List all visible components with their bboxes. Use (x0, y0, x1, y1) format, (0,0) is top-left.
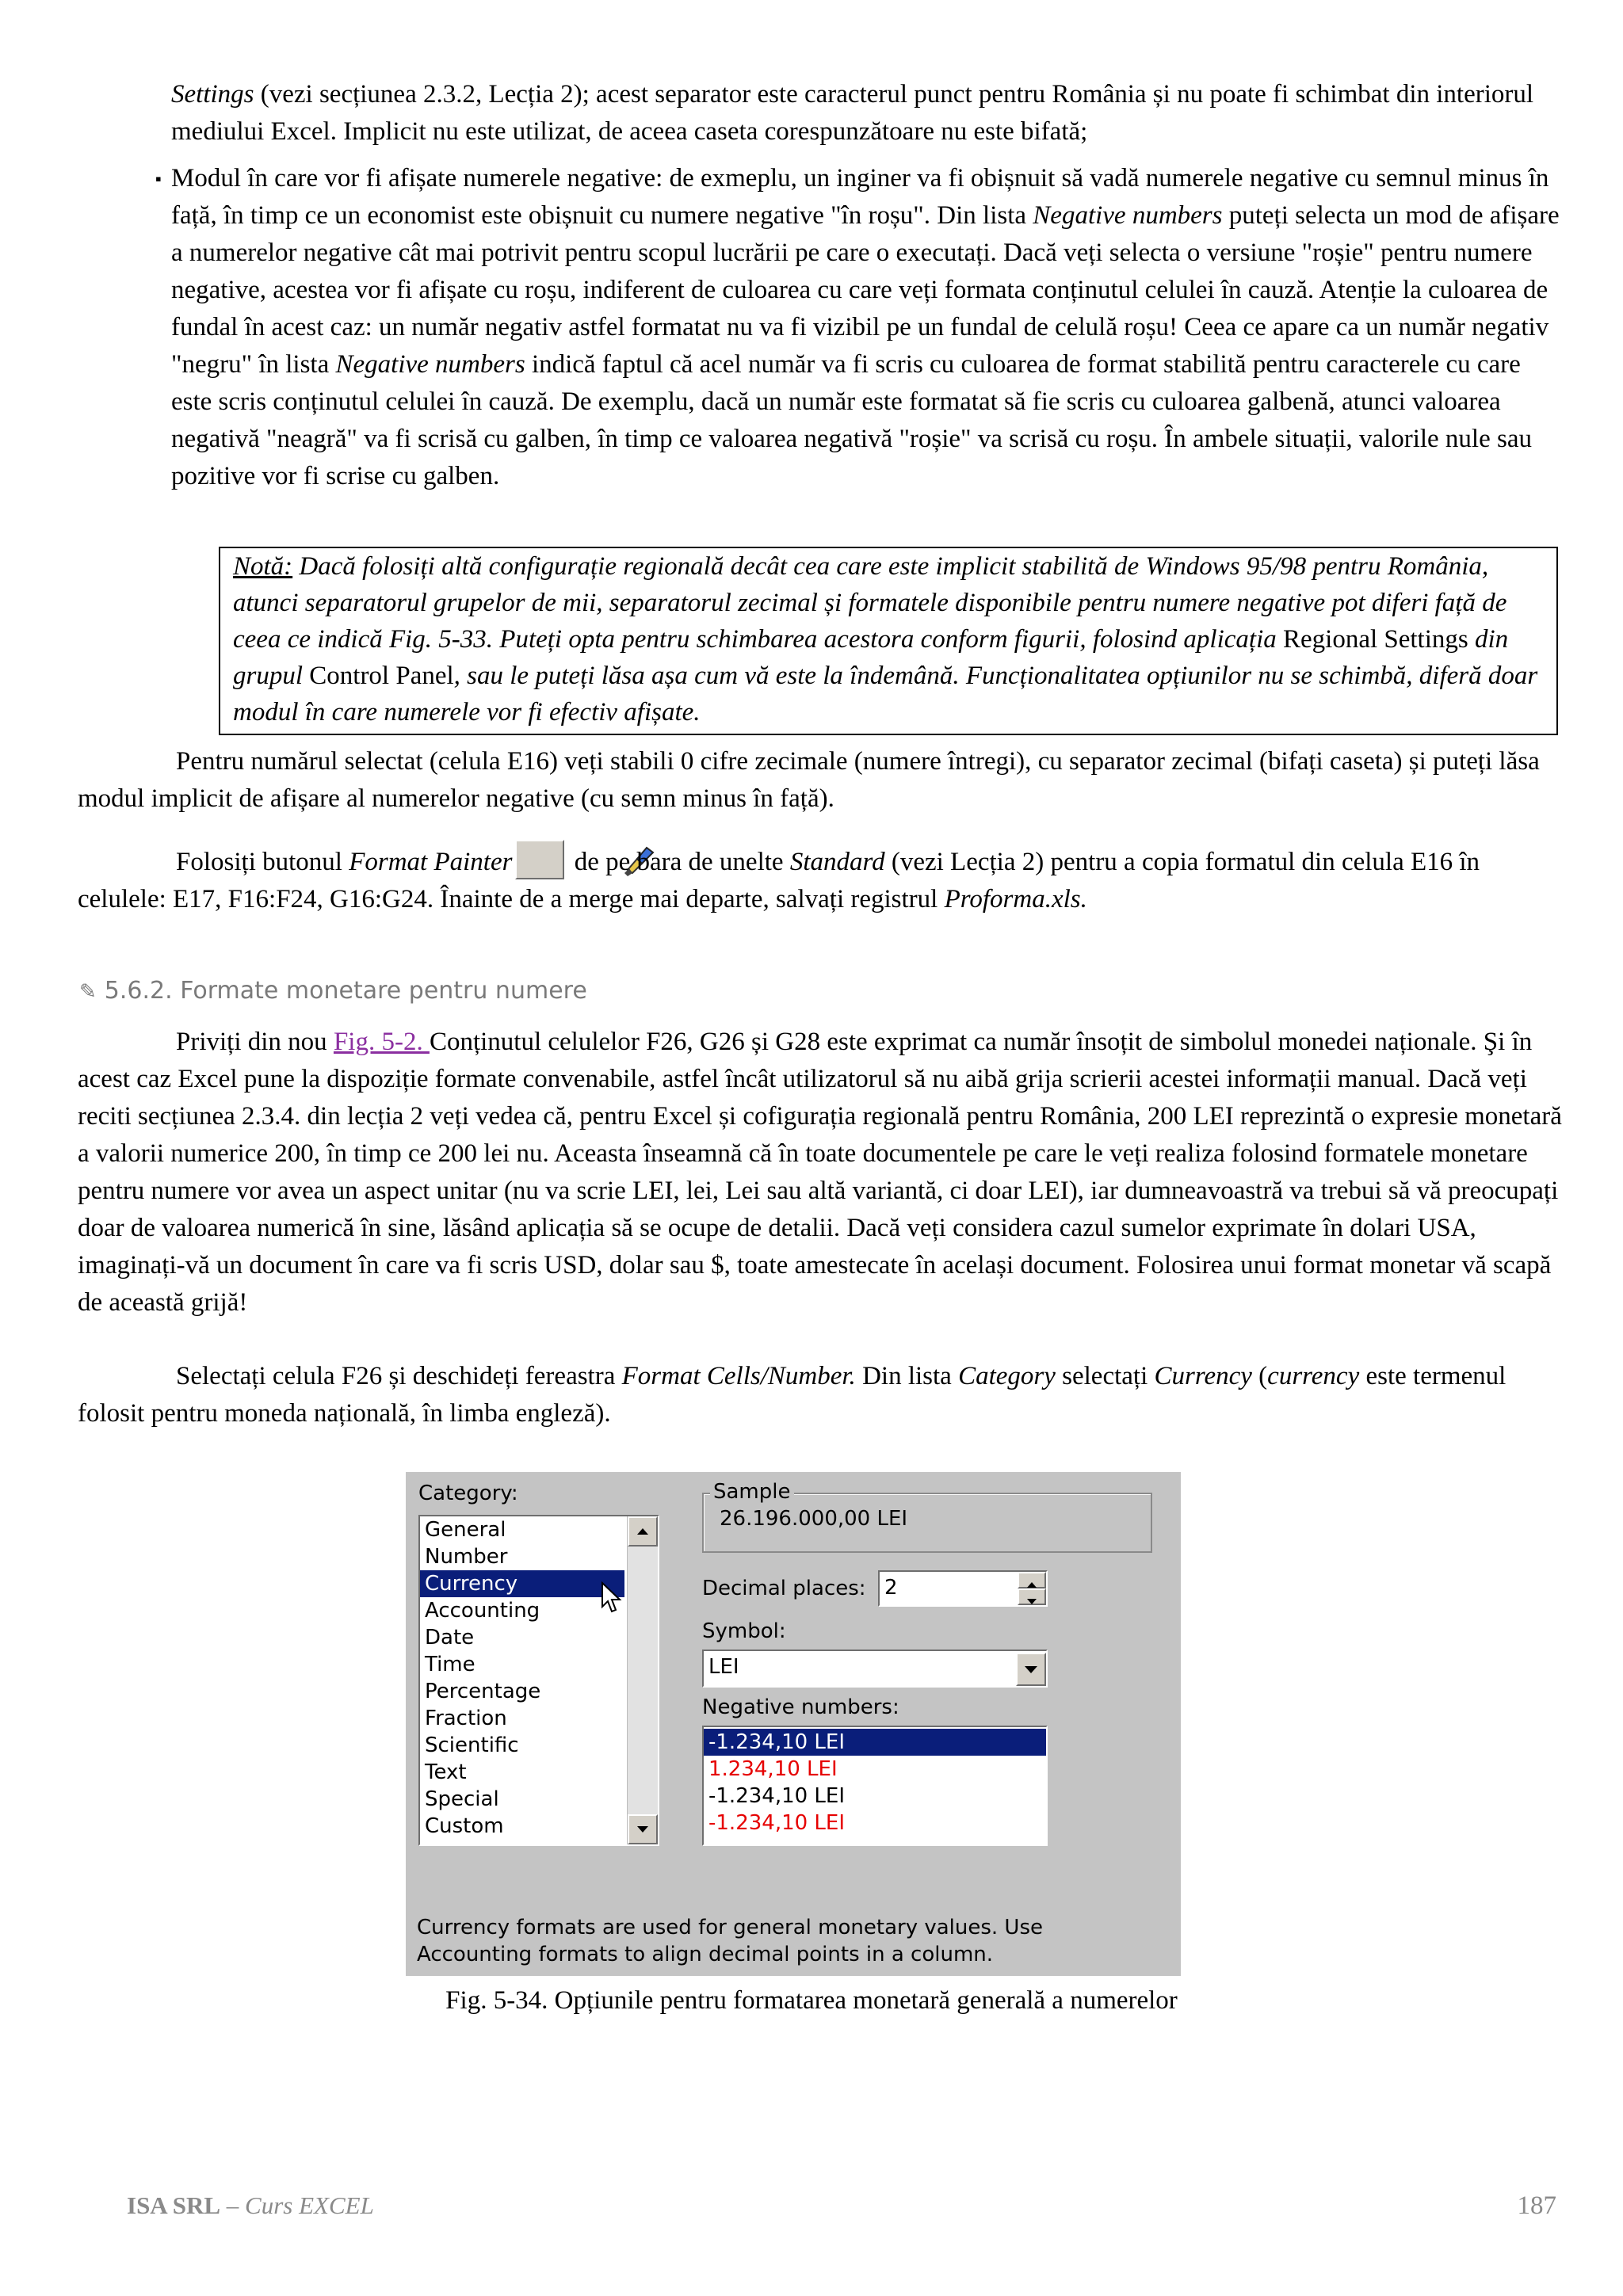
scroll-up-button[interactable] (628, 1516, 658, 1547)
category-items (420, 1516, 658, 1840)
format-painter-paragraph: Folosiți butonul Format Painter de pe bara de unelte Standard (vezi Lecția 2) pentru a copia formatul din celula E16 în celulele: E17, F16:F24, G16:G24. Înainte de a merge mai departe, salvați registrul Proforma.xls. (78, 840, 1568, 918)
category-item-time[interactable]: Time (425, 1653, 475, 1676)
category-item-date[interactable]: Date (425, 1626, 475, 1650)
category-label: Category: (418, 1482, 518, 1505)
figure-caption: Fig. 5-34. Opțiunile pentru formatarea monetară generală a numerelor (445, 1986, 1178, 2015)
footer-course: ISA SRL – Curs EXCEL (127, 2191, 374, 2219)
bullet-icon: ▪ (155, 169, 162, 189)
mouse-cursor-icon (601, 1581, 624, 1616)
section-heading: ✎ 5.6.2. Formate monetare pentru numere (79, 977, 587, 1005)
decimal-places-label: Decimal places: (702, 1577, 866, 1600)
category-item-scientific[interactable]: Scientific (425, 1733, 519, 1757)
note-box: Notă: Dacă folosiți altă configurație regională decât cea care este implicit stabilită de Windows 95/98 pentru România, atunci separatorul grupelor de mii, separatorul zecimal și formatele disponibile pentru numere negative pot diferi față de ceea ce indică Fig. 5-33. Puteți opta pentru schimbarea acestora conform figurii, folosind aplicația Regional Settings din grupul Control Panel, sau le puteți lăsa așa cum vă este la îndemână. Funcționalitatea opțiunilor nu se schimbă, diferă doar modul în care numerele vor fi efectiv afișate. (219, 547, 1558, 735)
category-item-number[interactable]: Number (425, 1545, 508, 1569)
symbol-dropdown-button[interactable] (1016, 1653, 1046, 1686)
settings-term: Settings (171, 80, 254, 109)
category-item-accounting[interactable]: Accounting (425, 1599, 540, 1623)
symbol-select[interactable]: LEI (702, 1650, 1048, 1688)
format-description: Currency formats are used for general monetary values. Use Accounting formats to align decimal points in a column. (417, 1916, 1044, 1966)
footer-company: ISA SRL (127, 2191, 221, 2219)
f26-paragraph: Selectați celula F26 și deschideți fereastra Format Cells/Number. Din lista Category selectați Currency (currency este termenul folosit pentru moneda națională, în limba engleză). (78, 1362, 1507, 1428)
category-item-currency[interactable]: Currency (420, 1570, 624, 1597)
scroll-down-button[interactable] (628, 1814, 658, 1844)
footer-course-name: Curs EXCEL (245, 2191, 374, 2219)
format-painter-icon (515, 840, 564, 879)
negative-option-3[interactable]: -1.234,10 LEI (708, 1784, 846, 1808)
e16-paragraph: Pentru numărul selectat (celula E16) veți stabili 0 cifre zecimale (numere întregi), cu separator zecimal (bifați caseta) și puteți lăsa modul implicit de afișare al numerelor negative (cu semn minus în față). (78, 747, 1540, 813)
sample-value: 26.196.000,00 LEI (720, 1507, 908, 1531)
category-item-percentage[interactable]: Percentage (425, 1680, 541, 1703)
negative-option-2[interactable]: 1.234,10 LEI (708, 1757, 838, 1781)
negative-numbers-bullet: ▪ Modul în care vor fi afișate numerele negative: de exmeplu, un inginer va fi obișnuit să vadă numerele negative cu semnul minus în față, în timp ce un economist este obișnuit cu numere negative "în roșu". Din lista Negative numbers puteți selecta un mod de afișare a numerelor negative cât mai potrivit pentru scopul lucrării pe care o executați. Dacă veți selecta o versiune "roșie" pentru numere negative, acestea vor fi afișate cu roșu, indiferent de culoarea cu care veți formata conținutul celulei în cauză. Atenție la culoarea de fundal în acest caz: un număr negativ astfel formatat nu va fi vizibil pe un fundal de celulă roșu! Ceea ce apare ca un număr negativ "negru" în lista Negative numbers indică faptul că acel număr va fi scris cu culoarea de format stabilită pentru caracterele cu care este scris conținutul celulei în cauză. De exemplu, dacă un număr este formatat să fie scris cu culoarea galbenă, atunci valoarea negativă "neagră" va fi scrisă cu galben, în timp ce valoarea negativă "roșie" va scrisă cu roșu. În ambele situații, valorile nule sau pozitive vor fi scrise cu galben. (171, 160, 1566, 495)
format-cells-dialog (406, 1472, 1181, 1976)
negative-numbers-listbox[interactable] (702, 1726, 1048, 1846)
category-item-custom[interactable]: Custom (425, 1814, 504, 1838)
category-item-special[interactable]: Special (425, 1787, 499, 1811)
pencil-icon: ✎ (79, 980, 97, 1004)
note-label: Notă: (233, 552, 293, 581)
negative-numbers-label: Negative numbers: (702, 1695, 899, 1719)
decimal-spinner[interactable] (1018, 1572, 1046, 1605)
spin-up-button[interactable] (1018, 1572, 1046, 1589)
negative-option-1[interactable]: -1.234,10 LEI (704, 1729, 1046, 1756)
page-number: 187 (1517, 2191, 1556, 2220)
category-item-general[interactable]: General (425, 1518, 506, 1542)
fig52-paragraph: Priviți din nou Fig. 5-2. Conținutul celulelor F26, G26 și G28 este exprimat ca număr însoțit de simbolul monedei naționale. Şi în acest caz Excel pune la dispoziție formate convenabile, astfel încât utilizatorul să nu aibă grija scrierii acestei informații manual. Dacă veți reciti secțiunea 2.3.4. din lecția 2 veți vedea că, pentru Excel și cofigurația regională pentru România, 200 LEI reprezintă o expresie monetară a valorii numerice 200, în timp ce 200 lei nu. Aceasta înseamnă că în toate documentele pe care le veți realiza folosind formatele monetare pentru numere vor avea un aspect unitar (nu va scrie LEI, lei, Lei sau altă variantă, ci doar LEI), iar dumneavoastră va trebui să vă preocupați doar de valoarea numerică în sine, lăsând aplicația să se ocupe de detalii. Dacă veți considera cazul sumelor exprimate în dolari USA, imaginați-vă un document în care va fi scris USD, dolar sau $, toate amestecate în același document. Folosirea unui format monetar vă scapă de această grijă! (78, 1028, 1562, 1317)
category-item-text[interactable]: Text (425, 1760, 467, 1784)
fig-5-2-link[interactable]: Fig. 5-2. (333, 1028, 430, 1056)
category-item-fraction[interactable]: Fraction (425, 1707, 507, 1730)
sample-label: Sample (710, 1480, 794, 1504)
category-listbox[interactable] (418, 1515, 659, 1846)
negative-option-4[interactable]: -1.234,10 LEI (708, 1811, 846, 1835)
symbol-label: Symbol: (702, 1619, 786, 1643)
settings-paragraph: Settings (vezi secțiunea 2.3.2, Lecția 2); acest separator este caracterul punct pentru România și nu poate fi schimbat din interiorul mediului Excel. Implicit nu este utilizat, de aceea caseta corespunzătoare nu este bifată; (171, 80, 1534, 146)
decimal-places-input[interactable]: 2 (878, 1570, 1048, 1607)
category-scrollbar[interactable] (627, 1516, 658, 1844)
spin-down-button[interactable] (1018, 1589, 1046, 1605)
